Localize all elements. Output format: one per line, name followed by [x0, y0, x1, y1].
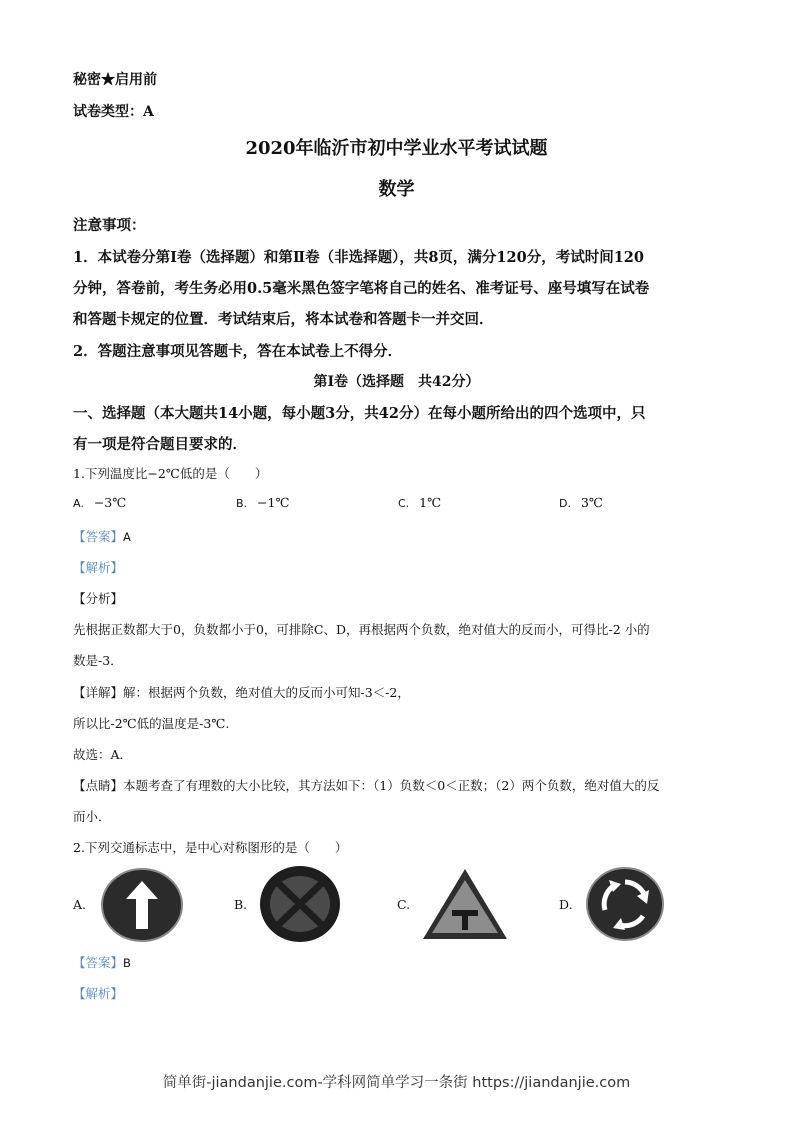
- q1-comment-row: [73, 776, 659, 794]
- answer-tag: 【答案】: [73, 955, 124, 970]
- q1-analysis-row: [73, 558, 123, 576]
- q2-option-b-letter: B.: [234, 897, 248, 912]
- option-letter: C.: [398, 497, 410, 510]
- q1-choose: 故选：A．: [73, 747, 133, 762]
- notice-item1-line1: 1．本试卷分第Ⅰ卷（选择题）和第Ⅱ卷（非选择题），共8页，满分120分，考试时间120: [73, 249, 644, 266]
- no-stopping-sign-icon: [258, 864, 342, 944]
- option-letter: A.: [73, 497, 84, 510]
- part1-line2: 有一项是符合题目要求的．: [73, 436, 247, 453]
- page-title: 2020年临沂市初中学业水平考试试题: [245, 138, 548, 159]
- section-title: 第Ⅰ卷（选择题 共42分）: [313, 374, 480, 390]
- option-letter: D.: [559, 497, 571, 510]
- subject-title: 数学: [378, 179, 415, 200]
- q1-fenxi-line2: 数是-3．: [73, 653, 123, 668]
- detail-line1: 解：根据两个负数，绝对值大的反而小可知-3＜-2，: [123, 685, 410, 700]
- answer-value: A: [123, 530, 131, 544]
- roundabout-sign-icon: [585, 866, 665, 942]
- q1-comment-line2: 而小．: [73, 809, 111, 824]
- q2-option-a-letter: A.: [73, 897, 87, 912]
- notice-heading: 注意事项：: [73, 217, 146, 234]
- t-junction-sign-icon: [420, 866, 510, 942]
- analysis-tag: 【解析】: [73, 560, 124, 575]
- answer-tag: 【答案】: [73, 529, 124, 544]
- q2-option-d-letter: D.: [559, 897, 573, 912]
- paper-type: 试卷类型：A: [73, 104, 154, 120]
- q2-analysis-row: [73, 984, 123, 1002]
- option-value: −1℃: [257, 495, 290, 510]
- q1-option-d: [559, 495, 603, 510]
- q2-option-c-letter: C.: [397, 897, 411, 912]
- comment-tag: 【点睛】: [73, 778, 124, 793]
- q1-option-a: [73, 495, 126, 510]
- option-value: −3℃: [93, 495, 127, 510]
- detail-tag: 【详解】: [73, 685, 124, 700]
- option-value: 1℃: [419, 495, 442, 510]
- q1-option-b: [236, 495, 289, 510]
- q1-option-c: [398, 495, 441, 510]
- notice-item1-line2: 分钟，答卷前，考生务必用0.5毫米黑色签字笔将自己的姓名、准考证号、座号填写在试卷: [73, 280, 650, 297]
- answer-value: B: [123, 956, 131, 970]
- comment-line1: 本题考查了有理数的大小比较，其方法如下：（1）负数＜0＜正数；（2）两个负数，绝对值大的反: [123, 778, 660, 793]
- straight-arrow-sign-icon: [100, 867, 184, 943]
- part1-line1: 一、选择题（本大题共14小题，每小题3分，共42分）在每小题所给出的四个选项中，只: [73, 405, 646, 422]
- q1-detail-row: [73, 683, 410, 701]
- option-value: 3℃: [580, 495, 603, 510]
- secret-label: 秘密★启用前: [73, 72, 157, 88]
- page-footer: 简单街-jiandanjie.com-学科网简单学习一条街 https://jiandanjie.com: [162, 1075, 631, 1091]
- notice-item2: 2．答题注意事项见答题卡，答在本试卷上不得分．: [73, 343, 403, 360]
- analysis-tag: 【解析】: [73, 986, 124, 1001]
- q2-answer-row: [73, 953, 131, 971]
- notice-item1-line3: 和答题卡规定的位置．考试结束后，将本试卷和答题卡一并交回．: [73, 311, 494, 328]
- q1-detail-line2: 所以比-2℃低的温度是-3℃.: [73, 716, 230, 731]
- q1-answer-row: [73, 527, 131, 545]
- q1-fenxi-line1: 先根据正数都大于0，负数都小于0，可排除C、D，再根据两个负数，绝对值大的反而小，可得比-2 小的: [73, 622, 650, 637]
- q1-fenxi-tag: 【分析】: [73, 591, 124, 606]
- q2-stem: 2.下列交通标志中，是中心对称图形的是（ ）: [73, 840, 348, 855]
- q1-stem: 1.下列温度比−2℃低的是（ ）: [73, 466, 268, 481]
- option-letter: B.: [236, 497, 248, 510]
